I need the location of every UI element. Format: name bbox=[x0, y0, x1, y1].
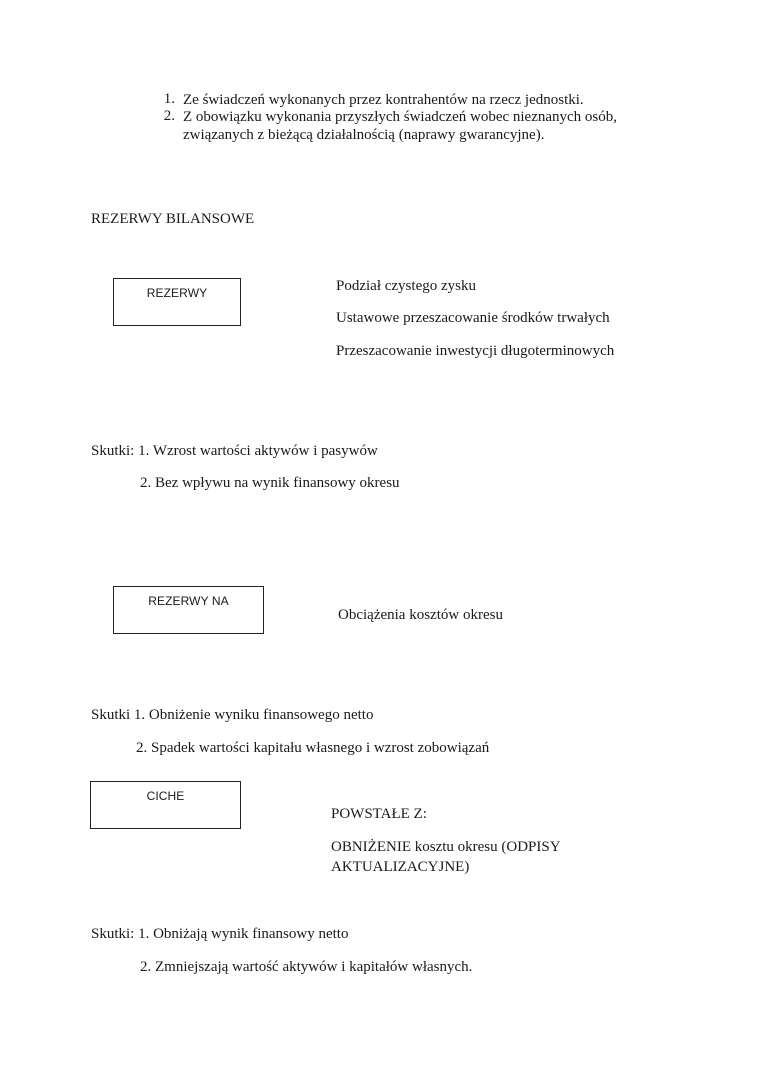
ciche-box-label: CICHE bbox=[146, 789, 185, 803]
rezerwy-na-item: Obciążenia kosztów okresu bbox=[338, 607, 503, 623]
ciche-effects-1: Skutki: 1. Obniżają wynik finansowy netto bbox=[91, 926, 349, 942]
rezerwy-box bbox=[113, 278, 241, 326]
rezerwy-effects-1: Skutki: 1. Wzrost wartości aktywów i pasywów bbox=[91, 443, 378, 459]
rezerwy-na-box-label: REZERWY NA bbox=[148, 594, 229, 608]
ciche-effects-2: 2. Zmniejszają wartość aktywów i kapitałów własnych. bbox=[140, 959, 473, 975]
rezerwy-effects-2: 2. Bez wpływu na wynik finansowy okresu bbox=[140, 475, 400, 491]
rezerwy-item: Przeszacowanie inwestycji długoterminowych bbox=[336, 343, 615, 359]
rezerwy-box-label: REZERWY bbox=[146, 286, 208, 300]
rezerwy-na-box bbox=[113, 586, 264, 634]
section-heading: REZERWY BILANSOWE bbox=[91, 211, 255, 227]
ciche-origin-line: AKTUALIZACYJNE) bbox=[331, 859, 470, 875]
list-item-text: Ze świadczeń wykonanych przez kontrahentów na rzecz jednostki. bbox=[183, 92, 584, 108]
ciche-origin-line: OBNIŻENIE kosztu okresu (ODPISY bbox=[331, 839, 561, 855]
ciche-box bbox=[90, 781, 241, 829]
rezerwy-na-effects-1: Skutki 1. Obniżenie wyniku finansowego netto bbox=[91, 707, 374, 723]
rezerwy-item: Podział czystego zysku bbox=[336, 278, 476, 294]
list-item-text: Z obowiązku wykonania przyszłych świadczeń wobec nieznanych osób, bbox=[183, 109, 618, 125]
ciche-origin-label: POWSTAŁE Z: bbox=[331, 806, 427, 822]
list-item-number: 1. bbox=[163, 91, 175, 107]
list-item-number: 2. bbox=[163, 108, 175, 124]
list-item-text-continuation: związanych z bieżącą działalnością (naprawy gwarancyjne). bbox=[183, 127, 545, 143]
rezerwy-na-effects-2: 2. Spadek wartości kapitału własnego i wzrost zobowiązań bbox=[136, 740, 490, 756]
rezerwy-item: Ustawowe przeszacowanie środków trwałych bbox=[336, 310, 610, 326]
